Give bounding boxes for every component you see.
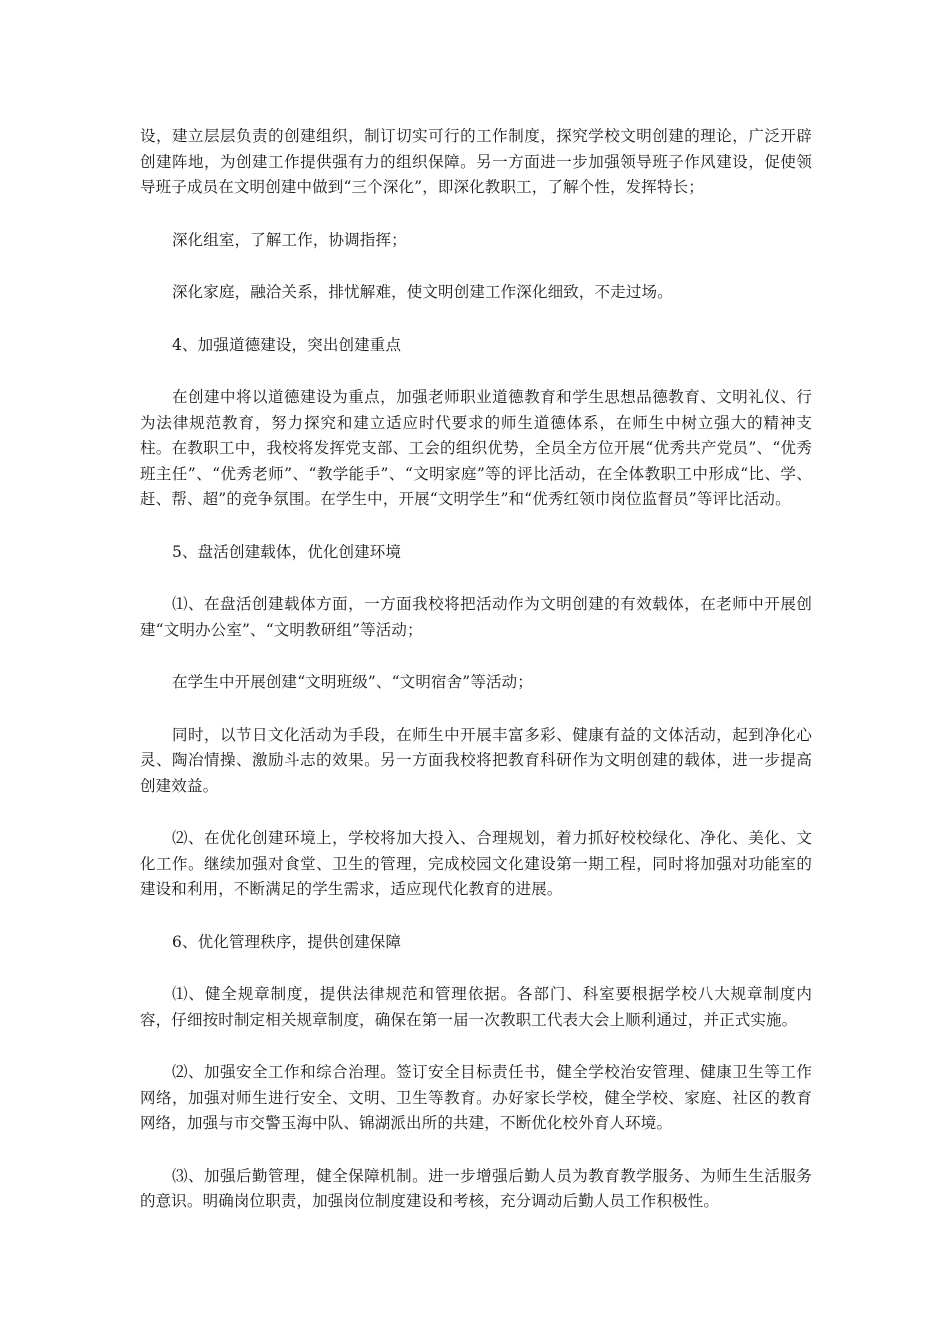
paragraph: ⑴、健全规章制度，提供法律规范和管理依据。各部门、科室要根据学校八大规章制度内容，仔细按时制定相关规章制度，确保在第一届一次教职工代表大会上顺利通过，并正式实施。: [140, 985, 812, 1029]
paragraph: ⑴、在盘活创建载体方面，一方面我校将把活动作为文明创建的有效载体，在老师中开展创建“文明办公室”、“文明教研组”等活动；: [140, 595, 812, 639]
paragraph: ⑵、在优化创建环境上，学校将加大投入、合理规划，着力抓好校校绿化、净化、美化、文化工作。继续加强对食堂、卫生的管理，完成校园文化建设第一期工程，同时将加强对功能室的建设和利用，不断满足的学生需求，适应现代化教育的进展。: [140, 829, 812, 898]
paragraph: ⑵、加强安全工作和综合治理。签订安全目标责任书，健全学校治安管理、健康卫生等工作网络，加强对师生进行安全、文明、卫生等教育。办好家长学校，健全学校、家庭、社区的教育网络，加强与市交警玉海中队、锦湖派出所的共建，不断优化校外育人环境。: [140, 1063, 812, 1132]
paragraph: 深化组室，了解工作，协调指挥；: [172, 230, 407, 249]
document-body: [140, 124, 812, 1242]
paragraph: 在学生中开展创建“文明班级”、“文明宿舍”等活动；: [172, 673, 533, 691]
section-heading: 4、加强道德建设，突出创建重点: [172, 335, 402, 354]
paragraph: 深化家庭，融洽关系，排忧解难，使文明创建工作深化细致，不走过场。: [172, 283, 673, 301]
paragraph-continuation: 设，建立层层负责的创建组织，制订切实可行的工作制度，探究学校文明创建的理论，广泛开辟创建阵地，为创建工作提供强有力的组织保障。另一方面进一步加强领导班子作风建设，促使领导班子成员在文明创建中做到“三个深化”，即深化教职工，了解个性，发挥特长；: [140, 127, 812, 196]
paragraph: 在创建中将以道德建设为重点，加强老师职业道德教育和学生思想品德教育、文明礼仪、行为法律规范教育，努力探究和建立适应时代要求的师生道德体系，在师生中树立强大的精神支柱。在教职工中，我校将发挥党支部、工会的组织优势，全员全方位开展“优秀共产党员”、“优秀班主任”、“优秀老师”、“教学能手”、“文明家庭”等的评比活动，在全体教职工中形成“比、学、赶、帮、超”的竞争氛围。在学生中，开展“文明学生”和“优秀红领巾岗位监督员”等评比活动。: [140, 388, 812, 508]
paragraph: 同时，以节日文化活动为手段，在师生中开展丰富多彩、健康有益的文体活动，起到净化心灵、陶冶情操、激励斗志的效果。另一方面我校将把教育科研作为文明创建的载体，进一步提高创建效益。: [140, 725, 812, 795]
paragraph: ⑶、加强后勤管理，健全保障机制。进一步增强后勤人员为教育教学服务、为师生生活服务的意识。明确岗位职责，加强岗位制度建设和考核，充分调动后勤人员工作积极性。: [140, 1166, 812, 1210]
section-heading: 6、优化管理秩序，提供创建保障: [172, 932, 402, 951]
section-heading: 5、盘活创建载体，优化创建环境: [172, 542, 402, 561]
